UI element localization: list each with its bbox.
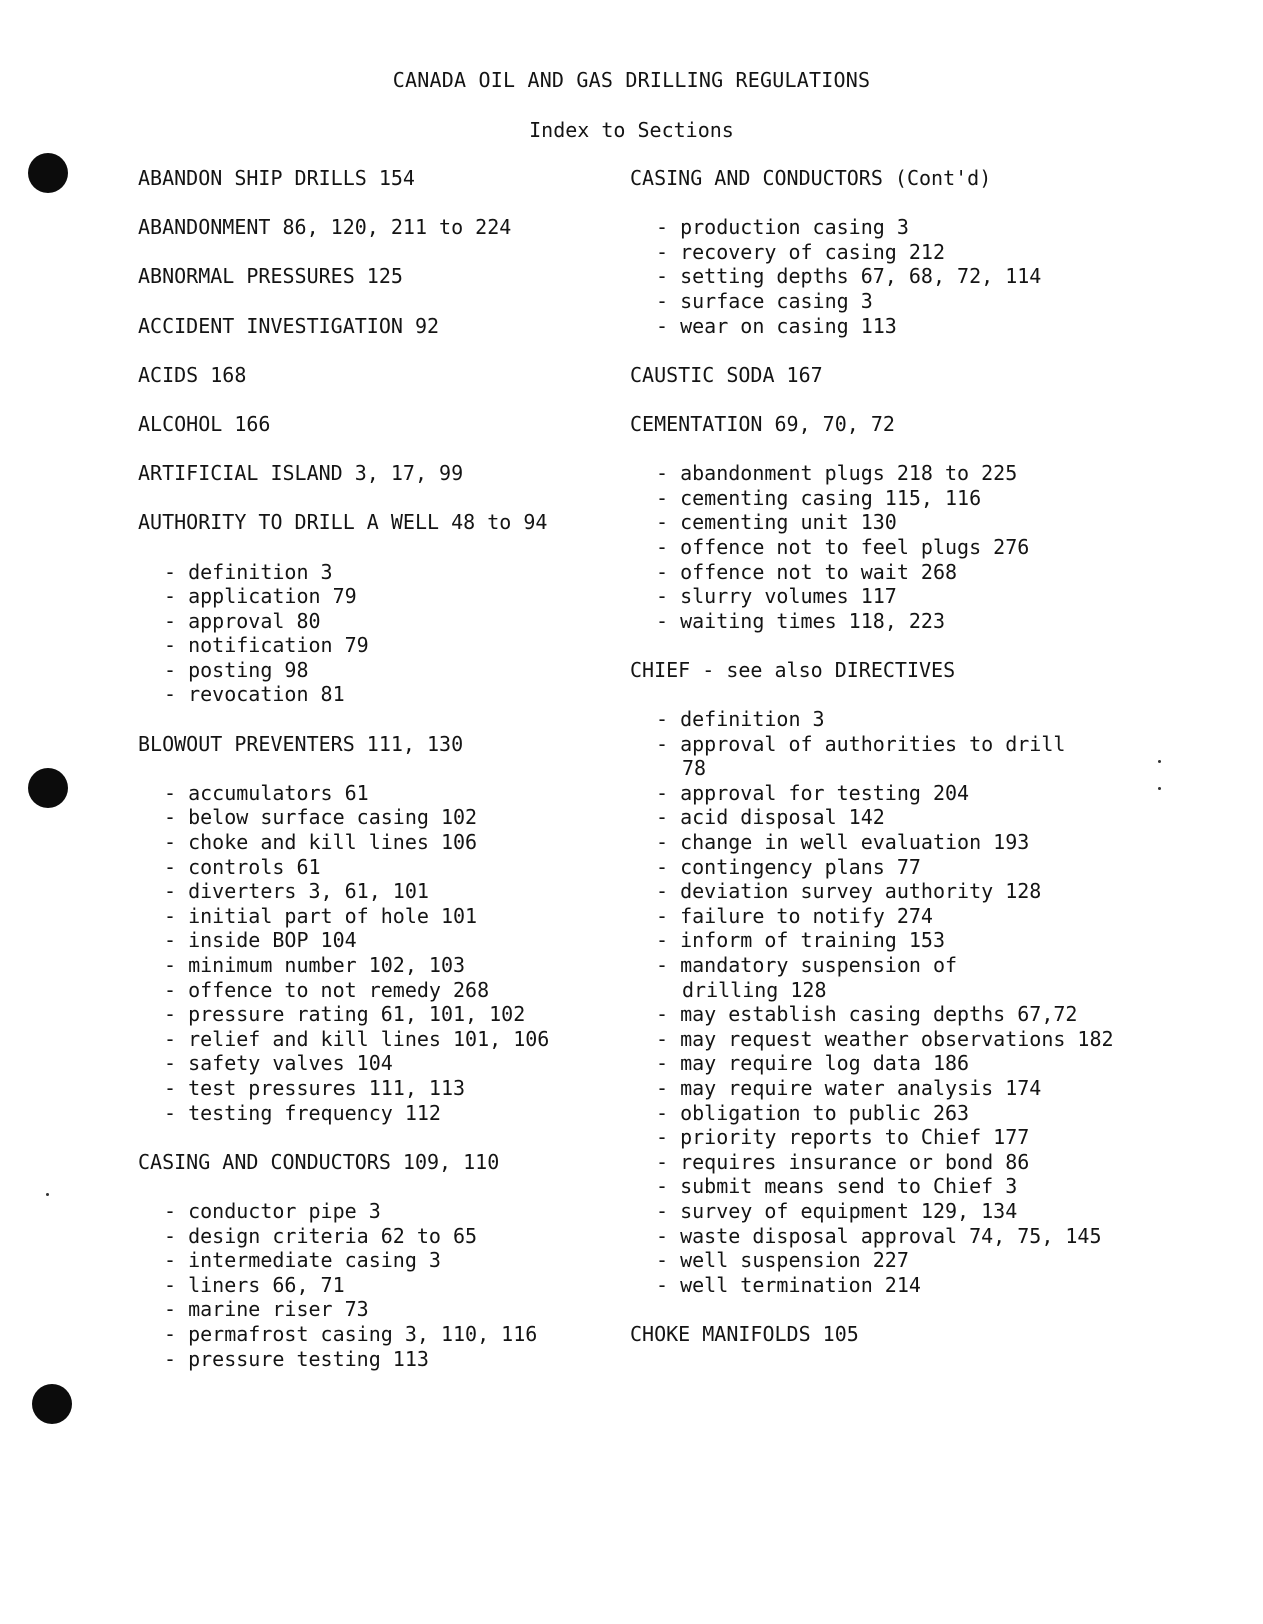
- index-subentry: - failure to notify 274: [656, 903, 933, 928]
- punch-hole-bottom: [32, 1384, 72, 1424]
- index-subentry: - design criteria 62 to 65: [164, 1223, 478, 1248]
- index-entry-heading: CEMENTATION 69, 70, 72: [630, 411, 895, 436]
- index-entry-heading: CHOKE MANIFOLDS 105: [630, 1321, 859, 1346]
- index-subentry: - intermediate casing 3: [164, 1248, 441, 1273]
- index-subentry-list: [138, 781, 608, 1125]
- index-entry-heading: ABNORMAL PRESSURES 125: [138, 264, 403, 289]
- index-subentry: - permafrost casing 3, 110, 116: [164, 1321, 538, 1346]
- index-subentry: - approval for testing 204: [656, 780, 970, 805]
- index-subentry: - may require water analysis 174: [656, 1075, 1042, 1100]
- index-entry-heading: CASING AND CONDUCTORS (Cont'd): [630, 166, 992, 190]
- index-subentry: - choke and kill lines 106: [164, 830, 478, 855]
- index-entry-heading: BLOWOUT PREVENTERS 111, 130: [138, 731, 464, 756]
- index-subentry: - approval 80: [164, 608, 321, 633]
- index-subentry: - priority reports to Chief 177: [656, 1125, 1030, 1150]
- index-subentry: - approval of authorities to drill 78: [656, 731, 1066, 781]
- index-subentry: - offence not to feel plugs 276: [656, 534, 1030, 559]
- index-entry-heading: ACIDS 168: [138, 362, 247, 387]
- index-subentry: - cementing unit 130: [656, 510, 897, 535]
- index-subentry: - conductor pipe 3: [164, 1198, 381, 1223]
- index-subentry: - abandonment plugs 218 to 225: [656, 461, 1018, 486]
- index-subentry: - initial part of hole 101: [164, 903, 478, 928]
- document-title: CANADA OIL AND GAS DRILLING REGULATIONS: [392, 68, 871, 92]
- index-subentry: - may establish casing depths 67,72: [656, 1002, 1078, 1027]
- index-subentry: - acid disposal 142: [656, 805, 885, 830]
- index-subentry: - recovery of casing 212: [656, 239, 945, 264]
- index-subentry-list: [138, 1199, 608, 1371]
- index-entry-heading: ABANDONMENT 86, 120, 211 to 224: [138, 215, 512, 240]
- index-entry-heading: CAUSTIC SODA 167: [630, 362, 823, 387]
- index-subentry: - relief and kill lines 101, 106: [164, 1026, 550, 1051]
- punch-hole-middle: [28, 768, 68, 808]
- index-subentry: - obligation to public 263: [656, 1100, 970, 1125]
- index-subentry: - offence to not remedy 268: [164, 977, 490, 1002]
- scan-speck: [1158, 787, 1161, 790]
- index-subentry: - surface casing 3: [656, 288, 873, 313]
- index-subentry: - definition 3: [656, 707, 825, 732]
- index-subentry: - mandatory suspension of drilling 128: [656, 953, 958, 1002]
- index-subentry-list: [630, 215, 1150, 338]
- punch-hole-top: [28, 153, 68, 193]
- index-entry-heading: ABANDON SHIP DRILLS 154: [138, 166, 415, 190]
- index-subentry: - survey of equipment 129, 134: [656, 1198, 1018, 1223]
- index-subentry: - safety valves 104: [164, 1051, 393, 1076]
- index-subentry: - diverters 3, 61, 101: [164, 879, 429, 904]
- index-subentry: - contingency plans 77: [656, 854, 921, 879]
- index-subentry: - may require log data 186: [656, 1051, 970, 1076]
- index-subentry: - liners 66, 71: [164, 1272, 345, 1297]
- index-entry-heading: CHIEF - see also DIRECTIVES: [630, 657, 956, 682]
- index-subentry: - offence not to wait 268: [656, 559, 958, 584]
- index-entry-heading: ACCIDENT INVESTIGATION 92: [138, 313, 440, 338]
- index-subentry: - testing frequency 112: [164, 1100, 441, 1125]
- index-subentry: - inside BOP 104: [164, 928, 357, 953]
- index-subentry: - well termination 214: [656, 1272, 921, 1297]
- index-subentry: - well suspension 227: [656, 1248, 909, 1273]
- index-subentry: - deviation survey authority 128: [656, 879, 1042, 904]
- scan-speck: [46, 1193, 49, 1196]
- index-entry-heading: ARTIFICIAL ISLAND 3, 17, 99: [138, 461, 464, 486]
- index-entry-heading: CASING AND CONDUCTORS 109, 110: [138, 1149, 500, 1174]
- index-subentry: - requires insurance or bond 86: [656, 1149, 1030, 1174]
- index-entry-heading: ALCOHOL 166: [138, 411, 271, 436]
- index-subentry: - cementing casing 115, 116: [656, 485, 982, 510]
- index-subentry: - may request weather observations 182: [656, 1026, 1114, 1051]
- index-subentry: - minimum number 102, 103: [164, 953, 466, 977]
- index-subentry: - submit means send to Chief 3: [656, 1174, 1018, 1199]
- index-subentry: - marine riser 73: [164, 1297, 369, 1322]
- index-subentry: - test pressures 111, 113: [164, 1075, 466, 1100]
- index-subentry-list: [138, 560, 608, 708]
- scan-speck: [1158, 760, 1161, 763]
- index-subentry: - accumulators 61: [164, 780, 369, 805]
- index-subentry: - revocation 81: [164, 682, 345, 707]
- index-subentry: - waiting times 118, 223: [656, 608, 945, 633]
- index-subentry: - change in well evaluation 193: [656, 830, 1030, 855]
- index-subentry: - pressure testing 113: [164, 1346, 429, 1371]
- index-subentry: - definition 3: [164, 559, 333, 584]
- index-subentry: - inform of training 153: [656, 928, 945, 953]
- index-column-right: [630, 166, 1150, 1347]
- index-column-left: [138, 166, 608, 1371]
- index-subentry: - application 79: [164, 584, 357, 609]
- index-subentry: - wear on casing 113: [656, 313, 897, 338]
- index-subentry: - waste disposal approval 74, 75, 145: [656, 1223, 1102, 1248]
- index-subentry: - pressure rating 61, 101, 102: [164, 1002, 526, 1027]
- index-subentry: - posting 98: [164, 657, 309, 682]
- index-subentry: - slurry volumes 117: [656, 584, 897, 609]
- index-subentry: - below surface casing 102: [164, 805, 478, 830]
- index-subentry-list: [630, 707, 1150, 1297]
- document-subtitle: Index to Sections: [529, 118, 734, 142]
- index-subentry: - notification 79: [164, 633, 369, 658]
- index-subentry: - production casing 3: [656, 215, 909, 240]
- index-subentry: - controls 61: [164, 854, 321, 879]
- index-subentry-list: [630, 461, 1150, 633]
- index-subentry: - setting depths 67, 68, 72, 114: [656, 264, 1042, 289]
- index-entry-heading: AUTHORITY TO DRILL A WELL 48 to 94: [138, 510, 548, 535]
